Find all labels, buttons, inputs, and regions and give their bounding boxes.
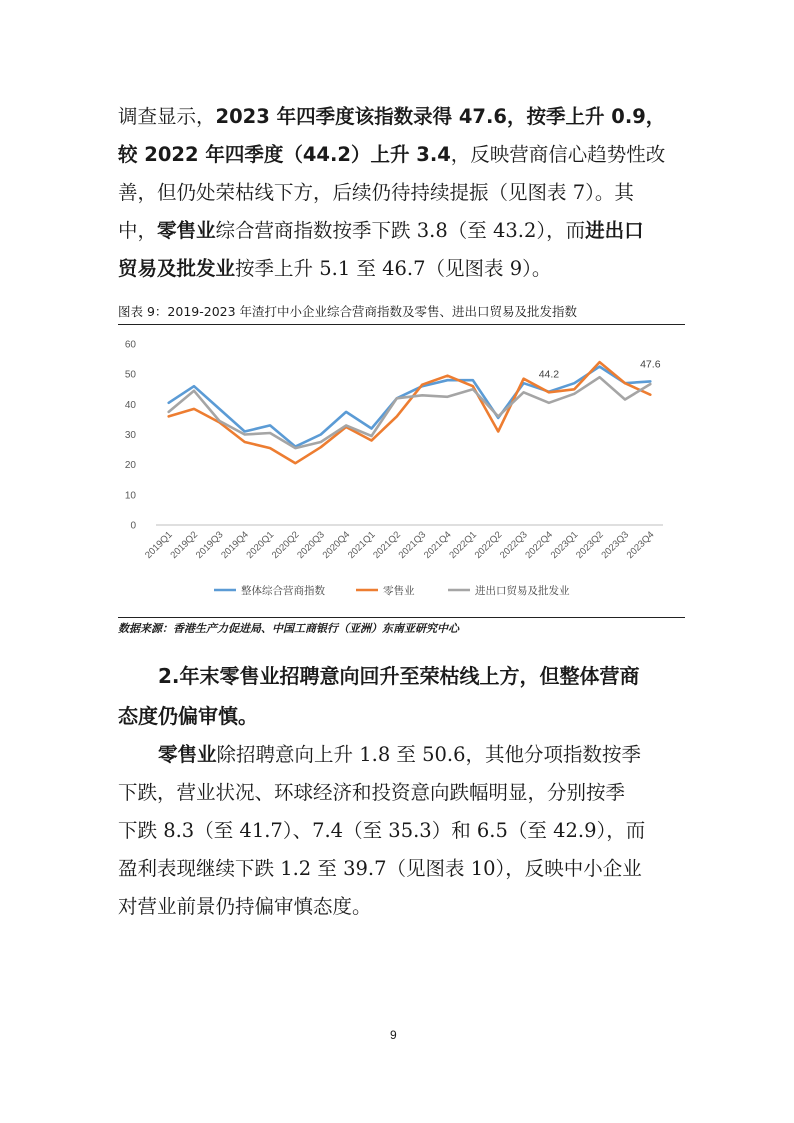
x-tick-label: 2020Q1 <box>244 529 277 562</box>
text-run: 调查显示， <box>118 105 216 128</box>
chart-grid <box>156 344 663 525</box>
x-tick-label: 2022Q3 <box>498 529 530 562</box>
y-axis <box>125 340 137 532</box>
text-run: 按季上升 5.1 至 46.7（见图表 9）。 <box>235 257 552 280</box>
line-chart <box>118 330 685 615</box>
paragraph-line: 下跌 8.3（至 41.7）、7.4（至 35.3）和 6.5（至 42.9），而 <box>118 819 646 842</box>
paragraph-line: 善，但仍处荣枯线下方，后续仍待持续提振（见图表 7）。其 <box>118 181 634 204</box>
bold-text: 2023 年四季度该指数录得 47.6，按季上升 0.9， <box>215 105 666 128</box>
y-tick-label: 10 <box>124 490 136 502</box>
text-run: 中， <box>118 219 158 242</box>
series-line-2 <box>169 362 651 463</box>
x-tick-label: 2019Q1 <box>143 529 175 562</box>
data-label: 47.6 <box>640 358 661 371</box>
paragraph-line <box>118 736 678 774</box>
y-tick-label: 50 <box>124 369 136 381</box>
y-tick-label: 30 <box>124 430 136 441</box>
x-tick-label: 2023Q1 <box>548 529 581 562</box>
x-tick-label: 2023Q4 <box>624 529 657 562</box>
x-tick-label: 2019Q4 <box>219 529 251 562</box>
paragraph-line <box>118 98 678 136</box>
x-tick-label: 2019Q3 <box>193 529 226 562</box>
text-run: 综合营商指数按季下跌 3.8（至 43.2），而 <box>215 219 586 242</box>
bold-text: 贸易及批发业 <box>118 257 236 280</box>
text-run: 除招聘意向上升 1.8 至 50.6，其他分项指数按季 <box>216 743 642 766</box>
x-tick-label: 2023Q2 <box>574 529 606 562</box>
x-tick-label: 2020Q3 <box>295 529 327 562</box>
paragraph-line: 盈利表现继续下跌 1.2 至 39.7（见图表 10），反映中小企业 <box>118 857 642 880</box>
y-tick-label: 20 <box>124 460 136 472</box>
chart-series <box>169 362 651 463</box>
bold-text: 较 2022 年四季度（44.2）上升 3.4 <box>118 143 451 166</box>
y-tick-label: 40 <box>124 399 136 411</box>
chart-caption: 图表 9：2019-2023 年渣打中小企业综合营商指数及零售、进出口贸易及批发指数 <box>118 302 685 325</box>
legend-label: 零售业 <box>383 585 415 597</box>
legend-label: 整体综合营商指数 <box>241 585 325 597</box>
section-heading <box>118 656 678 736</box>
text-run: ，反映营商信心趋势性改 <box>450 143 666 166</box>
intro-paragraph <box>118 98 678 288</box>
x-tick-label: 2021Q3 <box>396 529 429 562</box>
legend-label: 进出口贸易及批发业 <box>475 585 570 597</box>
retail-paragraph <box>118 736 678 774</box>
paragraph-line <box>118 212 678 250</box>
heading-line: 2.年末零售业招聘意向回升至荣枯线上方，但整体营商 <box>158 664 640 688</box>
divider <box>118 617 685 618</box>
y-tick-label: 60 <box>124 339 136 351</box>
data-source: 数据来源：香港生产力促进局、中国工商银行（亚洲）东南亚研究中心 <box>118 622 459 635</box>
paragraph-line: 对营业前景仍持偏审慎态度。 <box>118 895 372 918</box>
y-tick-label: 0 <box>130 520 136 532</box>
bold-text: 零售业 <box>157 219 216 242</box>
heading-line: 态度仍偏审慎。 <box>118 704 258 728</box>
chart-legend <box>214 584 570 597</box>
x-axis <box>143 529 656 561</box>
x-tick-label: 2022Q1 <box>447 529 479 562</box>
x-tick-label: 2022Q2 <box>472 529 505 562</box>
paragraph-line: 下跌，营业状况、环球经济和投资意向跌幅明显，分别按季 <box>118 781 626 804</box>
x-tick-label: 2021Q4 <box>421 529 454 562</box>
paragraph-line <box>118 250 678 288</box>
bold-text: 零售业 <box>158 743 217 766</box>
paragraph-line <box>118 136 678 174</box>
x-tick-label: 2021Q1 <box>345 529 378 562</box>
page-number: 9 <box>390 1028 397 1042</box>
retail-paragraph-cont <box>118 774 678 926</box>
x-tick-label: 2022Q4 <box>523 529 556 562</box>
bold-text: 进出口 <box>585 219 644 242</box>
x-tick-label: 2021Q2 <box>371 529 403 562</box>
data-label: 44.2 <box>538 368 560 381</box>
x-tick-label: 2019Q2 <box>168 529 201 562</box>
x-tick-label: 2023Q3 <box>599 529 632 562</box>
x-tick-label: 2020Q2 <box>269 529 302 562</box>
x-tick-label: 2020Q4 <box>320 529 353 562</box>
